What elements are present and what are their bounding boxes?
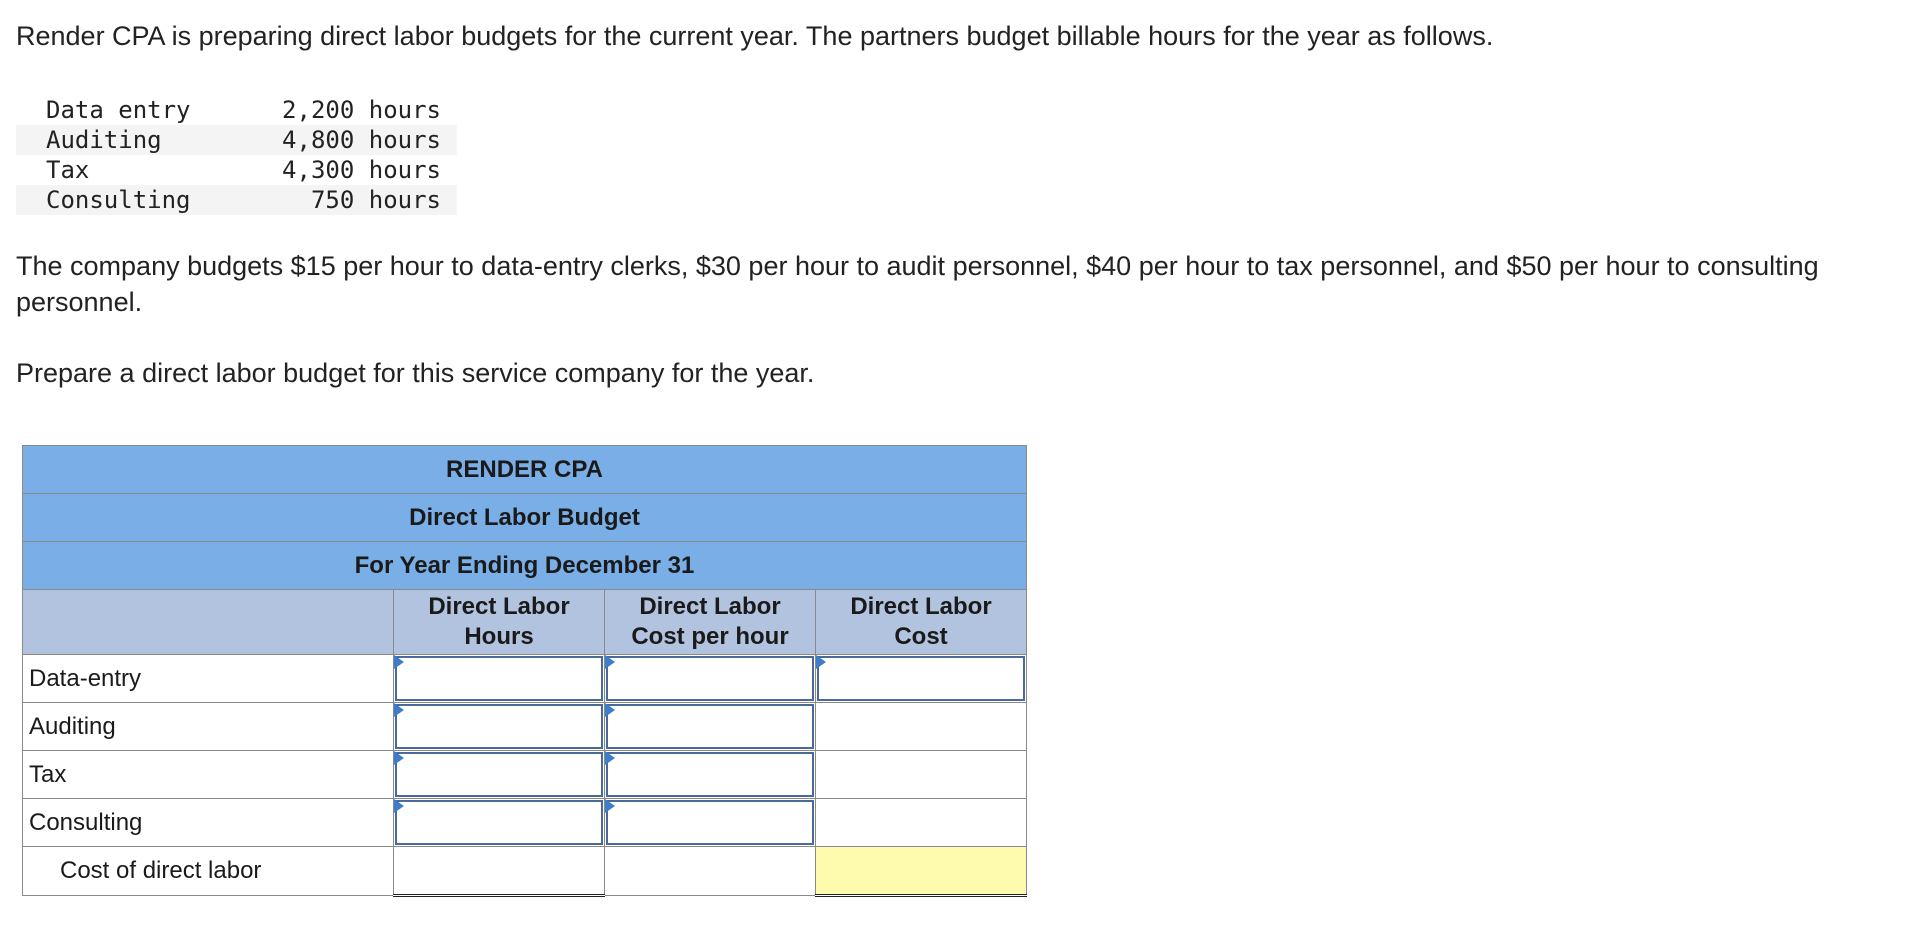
cell-marker-icon	[605, 703, 615, 717]
col-header-cost	[816, 590, 1027, 655]
col-header-line: Direct Labor	[639, 593, 781, 620]
row-label: Auditing	[23, 703, 394, 751]
hours-row-consulting	[16, 185, 457, 215]
hours-dept: Auditing	[16, 125, 261, 155]
hours-row-auditing	[16, 125, 457, 155]
hours-input[interactable]	[395, 800, 603, 845]
hours-input-cell[interactable]	[394, 799, 605, 847]
budget-period-row	[23, 542, 1027, 590]
cell-marker-icon	[605, 751, 615, 765]
hours-dept: Tax	[46, 156, 90, 184]
cell-marker-icon	[816, 655, 826, 669]
col-header-line: Direct Labor	[428, 593, 570, 620]
budget-row-auditing	[23, 703, 1027, 751]
hours-input[interactable]	[395, 752, 603, 797]
rate-input[interactable]	[606, 704, 814, 749]
hours-input[interactable]	[395, 656, 603, 701]
budget-title: Direct Labor Budget	[23, 494, 1027, 542]
cost-input[interactable]	[817, 656, 1025, 701]
direct-labor-budget-table	[22, 445, 1027, 897]
rates-text: The company budgets $15 per hour to data-entry clerks, $30 per hour to audit personnel, $40 per hour to tax personnel, and $50 per hour to consulting personnel.	[16, 251, 1819, 317]
col-header-line: Direct Labor	[850, 593, 992, 620]
hours-input[interactable]	[395, 704, 603, 749]
rate-input-cell[interactable]	[605, 799, 816, 847]
budget-title-row	[23, 494, 1027, 542]
cell-marker-icon	[394, 655, 404, 669]
cost-cell[interactable]	[816, 799, 1027, 847]
cost-input-cell[interactable]	[816, 655, 1027, 703]
hours-row-data-entry	[16, 95, 457, 125]
total-cost-cell[interactable]	[816, 847, 1027, 896]
budget-period: For Year Ending December 31	[23, 542, 1027, 590]
hours-input-cell[interactable]	[394, 751, 605, 799]
row-label: Consulting	[23, 799, 394, 847]
col-header-line: Cost per hour	[631, 623, 789, 650]
cell-marker-icon	[605, 655, 615, 669]
hours-value: 4,800 hours	[261, 125, 457, 155]
hours-value: 750 hours	[261, 185, 457, 215]
rate-input-cell[interactable]	[605, 655, 816, 703]
rate-input[interactable]	[606, 752, 814, 797]
hours-row-tax	[16, 155, 457, 185]
cell-marker-icon	[394, 751, 404, 765]
col-header-rate	[605, 590, 816, 655]
billable-hours-table	[16, 95, 457, 215]
hours-input-cell[interactable]	[394, 703, 605, 751]
hours-input-cell[interactable]	[394, 655, 605, 703]
budget-row-data-entry	[23, 655, 1027, 703]
hours-value: 4,300 hours	[282, 156, 441, 184]
rate-input-cell[interactable]	[605, 703, 816, 751]
cell-marker-icon	[394, 799, 404, 813]
budget-column-headers	[23, 590, 1027, 655]
instruction-text: Prepare a direct labor budget for this service company for the year.	[16, 358, 815, 388]
total-hours-cell[interactable]	[394, 847, 605, 896]
blank-header	[23, 590, 394, 655]
budget-row-consulting	[23, 799, 1027, 847]
budget-company-name: RENDER CPA	[23, 446, 1027, 494]
col-header-line: Cost	[894, 623, 948, 650]
col-header-hours	[394, 590, 605, 655]
hours-value: 2,200 hours	[282, 96, 441, 124]
cost-cell[interactable]	[816, 751, 1027, 799]
row-label: Tax	[23, 751, 394, 799]
hours-dept: Consulting	[16, 185, 261, 215]
row-label: Data-entry	[23, 655, 394, 703]
budget-company-row	[23, 446, 1027, 494]
cell-marker-icon	[394, 703, 404, 717]
budget-row-total	[23, 847, 1027, 896]
col-header-line: Hours	[464, 623, 534, 650]
cost-cell[interactable]	[816, 703, 1027, 751]
hours-dept: Data entry	[46, 96, 191, 124]
rate-input[interactable]	[606, 656, 814, 701]
budget-row-tax	[23, 751, 1027, 799]
total-rate-cell[interactable]	[605, 847, 816, 896]
rate-input-cell[interactable]	[605, 751, 816, 799]
total-label: Cost of direct labor	[23, 847, 394, 896]
cell-marker-icon	[605, 799, 615, 813]
rate-input[interactable]	[606, 800, 814, 845]
problem-intro: Render CPA is preparing direct labor budgets for the current year. The partners budget billable hours for the year as follows.	[16, 21, 1494, 51]
